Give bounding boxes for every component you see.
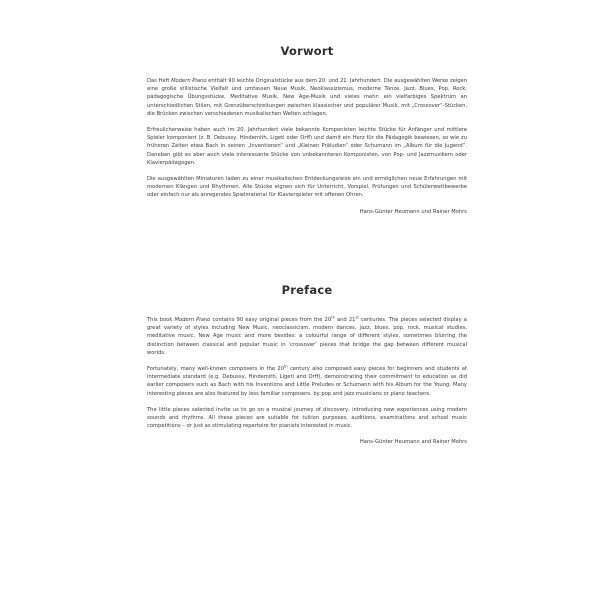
preface-paragraph-2 [147, 365, 467, 398]
preface-paragraph-1 [147, 316, 467, 357]
vorwort-signature: Hans-Günter Heumann und Rainer Mohrs [359, 208, 467, 215]
book-title-italic: Modern Piano [174, 317, 211, 323]
ordinal-suffix: th [283, 364, 288, 369]
text-run: century also composed easy pieces for beginners and students at intermediate standard (e.g. Debussy, Hindemith, Ligeti and Orff), demonstrating their commitment to education as did earlier composers such as Bach with his Inventions and Little Preludes or Schumann with his Album for the Young. Many interesting pieces are also featured by less familiar composers, by pop and jazz musicians or piano teachers. [147, 366, 467, 397]
text-run: and 21 [334, 317, 356, 323]
preface-paragraph-3: The little pieces selected invite us to go on a musical journey of discovery, introducing new experiences using modern sounds and rhythms. All these pieces are suitable for tuition purposes, auditions, examinations and school music competitions – or just as stimulating repertoire for pianists interested in music. [147, 406, 467, 430]
text-run: Das Heft [147, 78, 172, 84]
text-run: enthält 90 leichte Originalstücke aus dem 20. und 21. Jahrhundert. Die ausgewählten Werke zeigen eine große stilistische Vielfalt und umfassen Neue Musik, Neoklassizismus, moderne Tänze, Jazz, Blues, Pop, Rock, pädagogische Übungsstücke, Meditative Musik, New Age-Musik und vieles mehr: ein vielfarbiges Spektrum an unterschiedlichen Stilen, mit Grenzüberschreitungen zwischen klassischer und populärer Musik, mit „Crossover“-Stücken, die Brücken zwischen verschiedenen musikalischen Welten schlagen. [147, 78, 467, 117]
text-run: This book [147, 317, 175, 323]
book-title-italic: Modern Piano [171, 78, 207, 84]
ordinal-suffix: st [355, 315, 359, 320]
vorwort-title: Vorwort [280, 44, 334, 58]
text-run: centuries. The pieces selected display a great variety of styles including New Music, neoclassicism, modern dances, jazz, blues, pop, rock, musical studies, meditative music, New Age music and more besides: a colourful range of different styles, sometimes blurring the distinction between classical and popular music in ‘crossover’ pieces that bridge the gap between different musical worlds. [147, 317, 467, 356]
vorwort-section [147, 44, 467, 215]
preface-section [147, 283, 467, 445]
ordinal-suffix: th [331, 315, 335, 320]
vorwort-paragraph-3: Die ausgewählten Miniaturen laden zu einer musikalischen Entdeckungsreise ein und ermöglichen neue Erfahrungen mit modernen Klängen und Rhythmen. Alle Stücke eignen sich für Unterricht, Vorspiel, Prüfungen und Schülerwettbewerbe oder einfach nur als anregendes Spielmaterial für Klavierspieler mit offenen Ohren. [147, 176, 467, 199]
vorwort-paragraph-1 [147, 77, 467, 118]
vorwort-paragraph-2: Erfreulicherweise haben auch im 20. Jahrhundert viele bekannte Komponisten leichte Stücke für Anfänger und mittlere Spieler komponiert (z. B. Debussy, Hindemith, Ligeti oder Orff) und damit ein Herz für die Pädagogik bewiesen, so wie zu früheren Zeiten etwa Bach in seinen „Inventionen“ und „Kleinen Präludien“ oder Schumann im „Album für die Jugend“. Daneben gibt es aber auch viele interessante Stücke von unbekannteren Komponisten, von Pop- und Jazzmusikern oder Klavierpädagogen. [147, 127, 467, 166]
text-run: contains 90 easy original pieces from the 20 [210, 317, 332, 323]
preface-signature: Hans-Günter Heumann and Rainer Mohrs [359, 439, 467, 446]
preface-title: Preface [281, 283, 333, 297]
text-run: Fortunately, many well-known composers in the 20 [147, 366, 284, 373]
